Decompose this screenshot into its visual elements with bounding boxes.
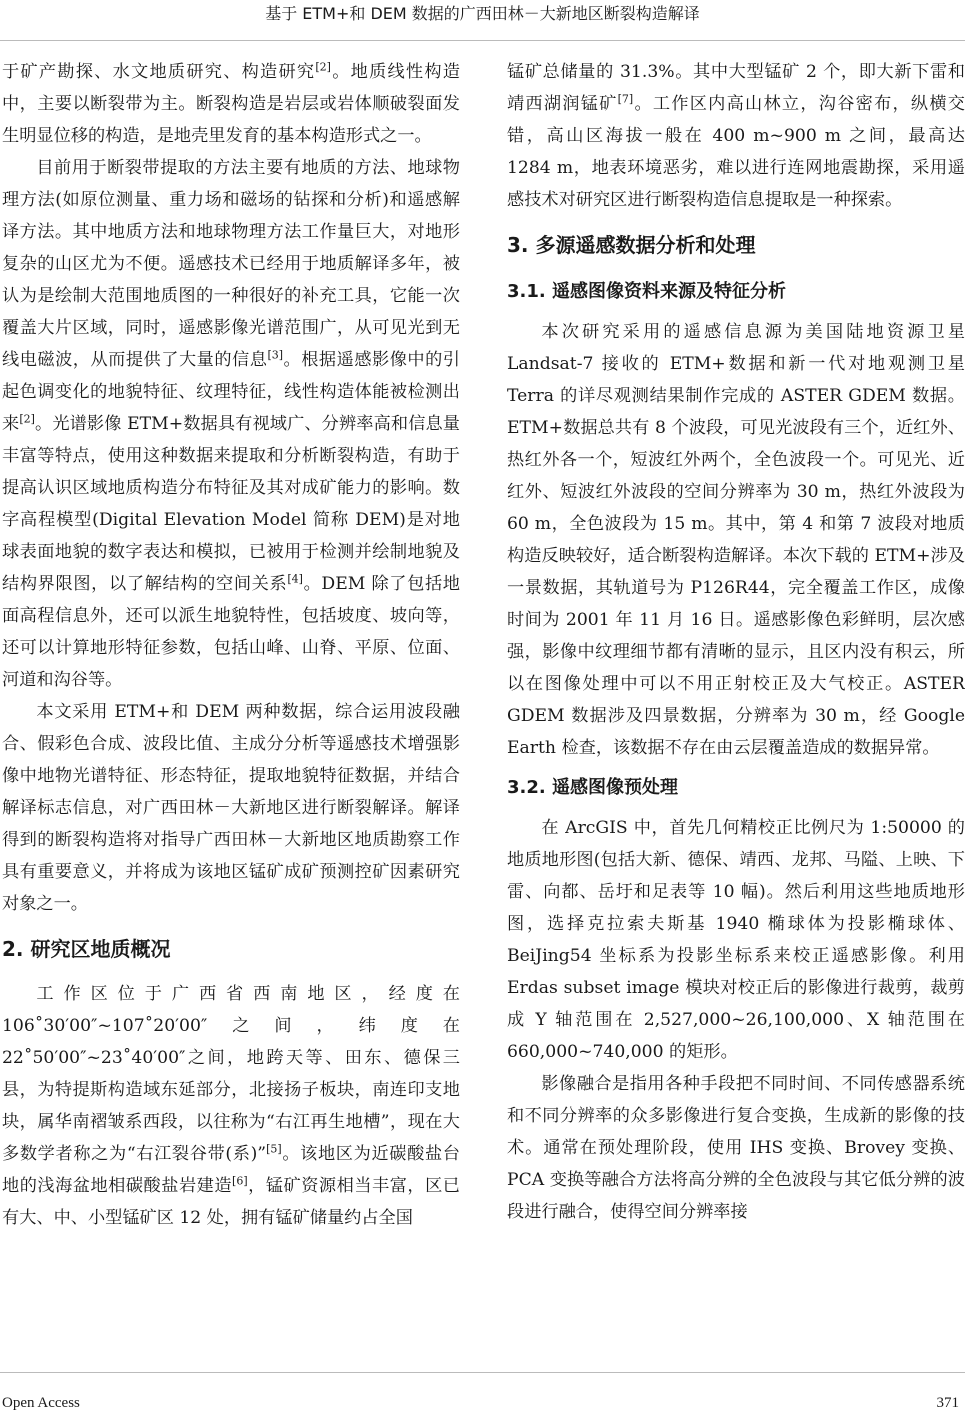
paragraph-intro-continued: 于矿产勘探、水文地质研究、构造研究[2]。地质线性构造中，主要以断裂带为主。断裂构造是岩层或岩体顺破裂面发生明显位移的构造，是地壳里发育的基本构造形式之一。: [2, 60, 460, 146]
citation[interactable]: [3]: [267, 348, 284, 362]
left-column: [2, 56, 460, 1356]
citation[interactable]: [7]: [617, 92, 634, 106]
citation[interactable]: [2]: [19, 412, 35, 426]
citation[interactable]: [2]: [315, 60, 331, 74]
section-heading-3: 3. 多源遥感数据分析和处理: [507, 233, 756, 257]
section-heading-2: 2. 研究区地质概况: [2, 937, 171, 961]
open-access-label: Open Access: [2, 1395, 80, 1411]
citation[interactable]: [5]: [266, 1142, 282, 1156]
citation[interactable]: [6]: [232, 1174, 248, 1188]
citation[interactable]: [4]: [287, 572, 303, 586]
paragraph-image-fusion: 影像融合是指用各种手段把不同时间、不同传感器系统和不同分辨率的众多影像进行复合变换，生成新的影像的技术。通常在预处理阶段，使用 IHS 变换、Brovey 变换、PCA 变换等融合方法将高分辨的全色波段与其它低分辨的波段进行融合，使得空间分辨率接: [507, 1074, 965, 1222]
subsection-heading-3-1: 3.1. 遥感图像资料来源及特征分析: [507, 281, 786, 302]
subsection-heading-3-2: 3.2. 遥感图像预处理: [507, 777, 678, 798]
paragraph-this-paper: 本文采用 ETM+和 DEM 两种数据，综合运用波段融合、假彩色合成、波段比值、主成分分析等遥感技术增强影像中地物光谱特征、形态特征，提取地貌特征数据，并结合解译标志信息，对广西田林－大新地区进行断裂解译。解译得到的断裂构造将对指导广西田林－大新地区地质勘察工作具有重要意义，并将成为该地区锰矿成矿预测控矿因素研究对象之一。: [2, 702, 460, 914]
running-head: [0, 0, 965, 41]
paragraph-study-area-continued: 锰矿总储量的 31.3%。其中大型锰矿 2 个，即大新下雷和靖西湖润锰矿[7]。工作区内高山林立，沟谷密布，纵横交错，高山区海拔一般在 400 m~900 m 之间，最高达 1284 m，地表环境恶劣，难以进行连网地震勘探，采用遥感技术对研究区进行断裂构造信息提取是一种探索。: [507, 62, 965, 210]
paragraph-data-sources: 本次研究采用的遥感信息源为美国陆地资源卫星 Landsat-7 接收的 ETM+数据和新一代对地观测卫星 Terra 的详尽观测结果制作完成的 ASTER GDEM 数据。ETM+数据总共有 8 个波段，可见光波段有三个，近红外、热红外各一个，短波红外两个，全色波段一个。可见光、近红外、短波红外波段的空间分辨率为 30 m，热红外波段为 60 m，全色波段为 15 m。其中，第 4 和第 7 波段对地质构造反映较好，适合断裂构造解译。本次下载的 ETM+涉及一景数据，其轨道号为 P126R44，完全覆盖工作区，成像时间为 2001 年 11 月 16 日。遥感影像色彩鲜明，层次感强，影像中纹理细节都有清晰的显示，且区内没有积云，所以在图像处理中可以不用正射校正及大气校正。ASTER GDEM 数据涉及四景数据，分辨率为 30 m，经 Google Earth 检查，该数据不存在由云层覆盖造成的数据异常。: [507, 322, 965, 758]
page-footer: [0, 1372, 965, 1415]
paragraph-methods: 目前用于断裂带提取的方法主要有地质的方法、地球物理方法(如原位测量、重力场和磁场的钻探和分析)和遥感解译方法。其中地质方法和地球物理方法工作量巨大，对地形复杂的山区尤为不便。遥感技术已经用于地质解译多年，被认为是绘制大范围地质图的一种很好的补充工具，它能一次覆盖大片区域，同时，遥感影像光谱范围广，从可见光到无线电磁波，从而提供了大量的信息[3]。根据遥感影像中的引起色调变化的地貌特征、纹理特征，线性构造体能被检测出来[2]。光谱影像 ETM+数据具有视域广、分辨率高和信息量丰富等特点，使用这种数据来提取和分析断裂构造，有助于提高认识区域地质构造分布特征及其对成矿能力的影响。数字高程模型(Digital Elevation Model 简称 DEM)是对地球表面地貌的数字表达和模拟，已被用于检测并绘制地貌及结构界限图，以了解结构的空间关系[4]。DEM 除了包括地面高程信息外，还可以派生地貌特性，包括坡度、坡向等，还可以计算地形特征参数，包括山峰、山脊、平原、位面、河道和沟谷等。: [2, 158, 460, 690]
page-number: 371: [936, 1395, 959, 1411]
running-title: 基于 ETM+和 DEM 数据的广西田林－大新地区断裂构造解译: [265, 4, 700, 23]
right-column: [507, 56, 965, 1356]
paragraph-study-area: 工作区位于广西省西南地区，经度在 106˚30′00″~107˚20′00″之间，纬度在 22˚50′00″~23˚40′00″之间，地跨天等、田东、德保三县，为特提斯构造域东延部分，北接扬子板块，南连印支地块，属华南褶皱系西段，以往称为“右江再生地槽”，现在大多数学者称之为“右江裂谷带(系)”[5]。该地区为近碳酸盐台地的浅海盆地相碳酸盐岩建造[6]，锰矿资源相当丰富，区已有大、中、小型锰矿区 12 处，拥有锰矿储量约占全国: [2, 984, 460, 1228]
paragraph-preprocessing: 在 ArcGIS 中，首先几何精校正比例尺为 1:50000 的地质地形图(包括大新、德保、靖西、龙邦、马隘、上映、下雷、向都、岳圩和足表等 10 幅)。然后利用这些地质地形图，选择克拉索夫斯基 1940 椭球体为投影椭球体、BeiJing54 坐标系为投影坐标系来校正遥感影像。利用 Erdas subset image 模块对校正后的影像进行裁剪，裁剪成 Y 轴范围在 2,527,000~26,100,000、X 轴范围在 660,000~740,000 的矩形。: [507, 818, 965, 1062]
